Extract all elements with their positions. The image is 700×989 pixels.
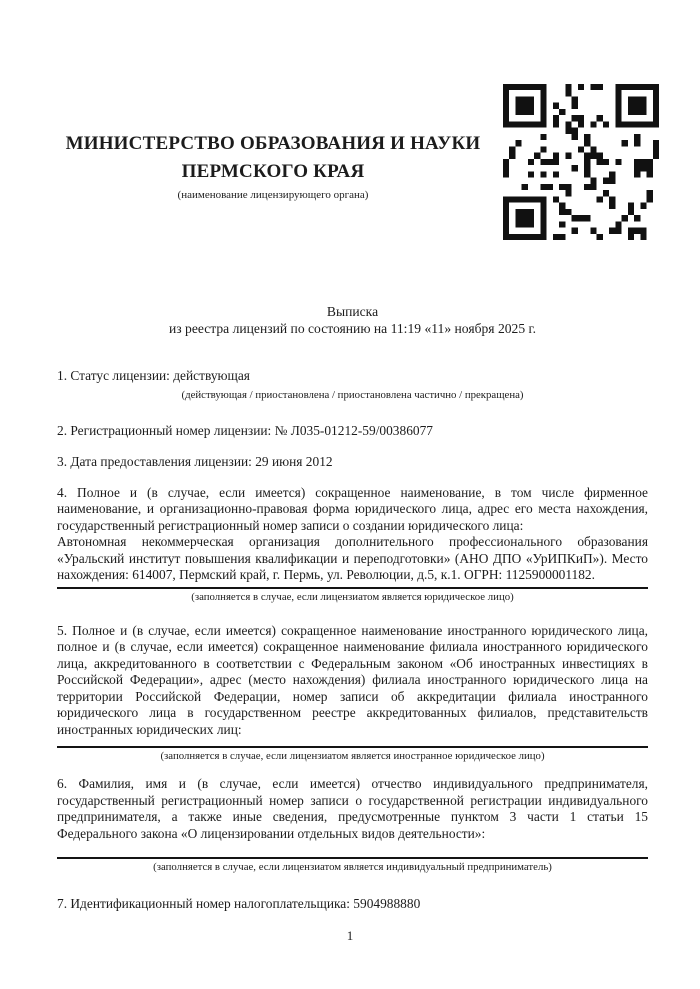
fill-line-legal-entity [57, 587, 648, 589]
qr-code-icon [503, 84, 659, 240]
document-title [57, 303, 648, 337]
field-taxpayer-inn: 7. Идентификационный номер налогоплательщика: 5904988880 [57, 896, 421, 911]
license-status-hint: (действующая / приостановлена / приостановлена частично / прекращена) [181, 388, 524, 401]
field-license-status: 1. Статус лицензии: действующая [57, 368, 250, 383]
fill-line-foreign-entity [57, 746, 648, 748]
document-body [57, 303, 648, 913]
entrepreneur-hint: (заполняется в случае, если лицензиатом является индивидуальный предприниматель) [153, 861, 552, 873]
page-number: 1 [346, 928, 354, 943]
field-registration-number: 2. Регистрационный номер лицензии: № Л035-01212-59/00386077 [57, 422, 433, 438]
legal-entity-hint: (заполняется в случае, если лицензиатом является юридическое лицо) [191, 590, 514, 603]
ministry-name-caption: (наименование лицензирующего органа) [177, 189, 369, 201]
ministry-header [57, 130, 489, 202]
document-title-line1: Выписка [326, 304, 379, 319]
ministry-name-line1: МИНИСТЕРСТВО ОБРАЗОВАНИЯ И НАУКИ [65, 133, 481, 154]
document-title-line2: из реестра лицензий по состоянию на 11:19 «11» ноября 2025 г. [168, 321, 536, 336]
field-entrepreneur-label: 6. Фамилия, имя и (в случае, если имеется) отчество индивидуального предпринимателя, государственный регистрационный номер записи о государственной регистрации индивидуального предпринимателя, а также иные сведения, предусмотренные пунктом 3 части 1 статьи 15 Федерального закона «О лицензировании отдельных видов деятельности»: [57, 776, 648, 841]
foreign-entity-hint: (заполняется в случае, если лицензиатом является иностранное юридическое лицо) [160, 750, 545, 762]
ministry-name-line2: ПЕРМСКОГО КРАЯ [181, 161, 365, 182]
field-legal-entity-value: Автономная некоммерческая организация дополнительного профессионального образования «Уральский институт повышения квалификации и переподготовки» (АНО ДПО «УрИПКиП»). Место нахождения: 614007, Пермский край, г. Пермь, ул. Революции, д.5, к.1. ОГРН: 1125900001182. [57, 534, 648, 582]
field-foreign-entity-label: 5. Полное и (в случае, если имеется) сокращенное наименование иностранного юридического лица, полное и (в случае, если имеется) сокращенное наименование филиала иностранного юридического лица, аккредитованного в соответствии с Федеральным законом «Об иностранных инвестициях в Российской Федерации», адрес (место нахождения) филиала иностранного юридического лица на территории Российской Федерации, номер записи об аккредитации филиала иностранного юридического лица в государственном реестре аккредитованных филиалов, представительств иностранных юридических лиц: [57, 622, 648, 737]
field-legal-entity-label: 4. Полное и (в случае, если имеется) сокращенное наименование, в том числе фирменное наименование, и организационно-правовая форма юридического лица, адрес его места нахождения, государственный регистрационный номер записи о создании юридического лица: [57, 484, 648, 533]
field-grant-date: 3. Дата предоставления лицензии: 29 июня 2012 [57, 454, 333, 469]
fill-line-entrepreneur [57, 857, 648, 859]
